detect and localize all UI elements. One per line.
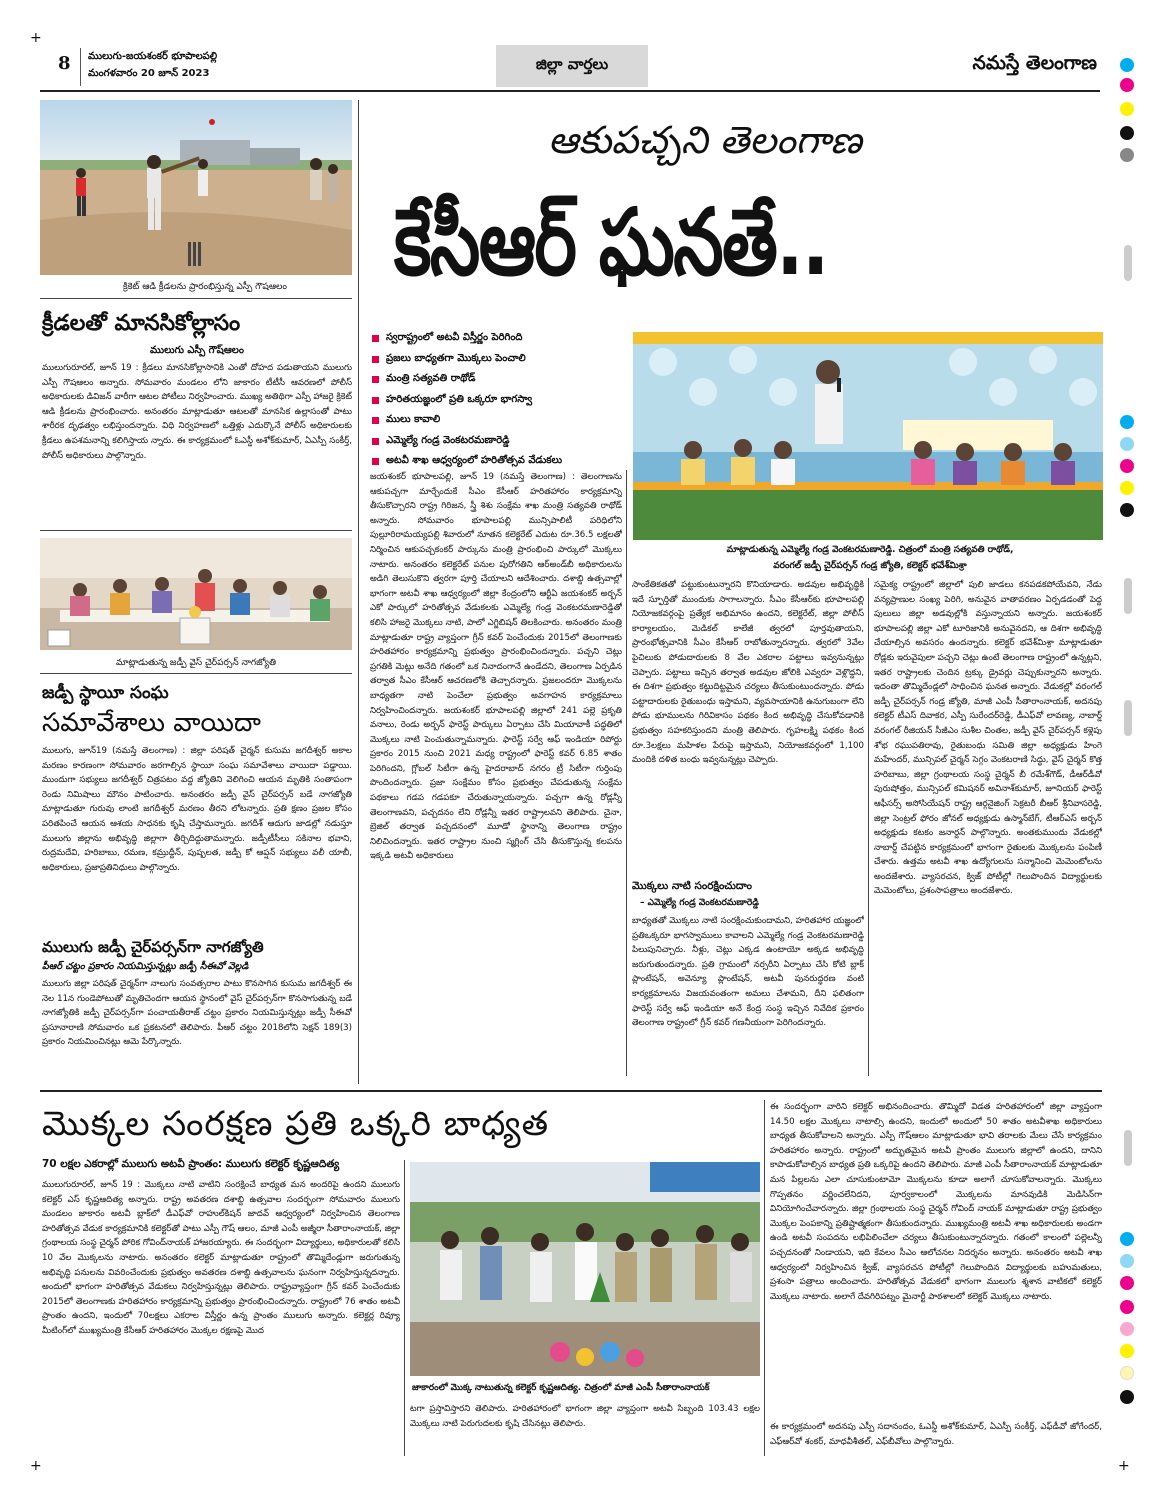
rule bbox=[40, 298, 352, 299]
crop-mark: + bbox=[30, 30, 42, 46]
column-rule bbox=[358, 100, 359, 1084]
bottom-event-photo bbox=[410, 1162, 760, 1376]
bottom-col2: టగా ప్రస్తావిస్తారని తెలిపారు. హరితహారంలో భాగంగా జిల్లా వ్యాప్తంగా అటవీ సిబ్బంది 103.43 లక్షల మొక్కలు నాటి పెరుగుదలకు కృషి చేసినట్లు తెలిపారు. bbox=[410, 1404, 760, 1429]
bottom-headline: మొక్కల సంరక్షణ ప్రతి ఒక్కరి బాధ్యత bbox=[42, 1104, 550, 1144]
main-col2a: సాంకేతికతతో పట్టుకుంటున్నారని కొనియాడారు. అడవుల అభివృద్ధికి ఇదే స్ఫూర్తితో ముందుకు సాగాలన్నారు. సీఎం కేసీఆర్‌కు భూపాలపల్లి నియోజకవర్గంపై ప్రత్యేక అభిమానం ఉందని, కలెక్టరేట్, జిల్లా పోలీస్ కార్యాలయం, మెడికల్ కాలేజీ త్వరలో పూర్తవుతాయని, ప్రారంభోత్సవానికి సీఎం కేసీఆర్ రాబోతున్నారన్నారు. త్వరలో 3వేల పైచిలుకు పోడుదారులకు 8 వేల ఎకరాల పట్టాలు ఇవ్వనున్నట్లు చెప్పారు. పట్టాలు ఇచ్చిన తర్వాత అడవుల జోలికి ఎవ్వరూ వెళ్లొద్దని, ఈ దిశగా ప్రభుత్వం కట్టుదిట్టమైన చర్యలు తీసుకుంటుందన్నారు. పోడు పట్టాదారులకు రైతుబంధు ఇస్తామని, వ్యవసాయానికి ఉనుగుబంగా లేని పోడు భూములను గిరివికాసం పథకం కింద అభివృద్ధి చేసుకోవడానికి ప్రభుత్వం సహకరిస్తుందని మంత్రి తెలిపారు. గృహలక్ష్మి పథకం కింద రూ.3లక్షలు మహిళల పేరుపై ఇస్తామని, నియోజకవర్గంలో 1,100 మందికి దళిత బంధు ఇవ్వనున్నట్లు చెప్పారు. bbox=[632, 580, 864, 766]
reg-dot-cyan bbox=[1120, 1232, 1134, 1246]
sports-body: ములుగురూరల్, జూన్ 19 : క్రీడలు మానసికోల్లాసానికి ఎంతో దోహద పడుతాయని ములుగు ఎస్పీ గౌషఆలం అన్నారు. సోమవారం మండలం లోని జాకారం టీటీసీ ఆవరణలో పోలీస్ అధికారులకు డివిజన్ వారీగా ఆటల పోటీలు నిర్వహించారు. ముఖ్య అతిథిగా ఎస్పీ హాజరై క్రికెట్ ఆడి క్రీడలను ప్రారంభించారు. అనంతరం మాట్లాడుతూ ఆటలతో మానసిక ఉల్లాసంతో పాటు శారీరక దృఢత్వం లభిస్తుందన్నారు. విధి నిర్వహణలో ఒత్తిళ్లు ఎదుర్కొనే పోలీస్ అధికారులకు క్రీడలు ఉపశమనాన్ని కలిగిస్తాయ న్నారు. ఈ కార్యక్రమంలో ఓఎస్డీ అశోక్‌కుమార్, ఏఎస్పీ సంకీర్త్, పోలీస్ అధికారులు పాల్గొన్నారు. bbox=[42, 363, 352, 461]
nagajyothi-headline: ములుగు జడ్పీ చైర్‌పర్సన్‌గా నాగజ్యోతి bbox=[42, 938, 264, 956]
column-rule bbox=[868, 578, 869, 1076]
zp-headline: సమావేశాలు వాయిదా bbox=[42, 708, 261, 738]
reg-bar-grey bbox=[1124, 578, 1132, 614]
reg-dot-cyan-light bbox=[1120, 437, 1134, 451]
section-title: జిల్లా వార్తలు bbox=[535, 55, 609, 73]
zp-meeting-photo bbox=[40, 538, 352, 650]
reg-dot-black bbox=[1120, 126, 1134, 140]
reg-dot-cyan bbox=[1120, 415, 1134, 429]
reg-bar-grey bbox=[1124, 1130, 1132, 1166]
bullet-item: అటవీ శాఖ ఆధ్వర్యంలో హరితోత్సవ వేడుకలు bbox=[372, 451, 622, 472]
reg-bar-grey bbox=[1124, 245, 1132, 281]
masthead: నమస్తే తెలంగాణ bbox=[972, 52, 1097, 74]
main-col1: జయశంకర్ భూపాలపల్లి, జూన్ 19 (నమస్తే తెలంగాణ) : తెలంగాణను ఆకుపచ్చగా మార్చేందుకే సీఎం కేసీఆర్ హరితహారం కార్యక్రమాన్ని తీసుకొచ్చారని రాష్ట్ర గిరిజన, స్త్రీ శిశు సంక్షేమ శాఖ మంత్రి సత్యవతి రాథోడ్ అన్నారు. సోమవారం భూపాలపల్లి మున్సిపాలిటీ పరిధిలోని పుల్లూరిరామయ్యపల్లి శివారులో నూతన కలెక్టరేట్ ఎదుట రూ.36.5 లక్షలతో నిర్మించిన ఆకుపచ్చకంకర్ పార్కును మంత్రి ప్రారంభించి పార్కులో మొక్కలు నాటారు. అనంతరం కలెక్టరేట్ పనుల పురోగతిని ఆర్‌అండ్‌బీ అధికారులను అడిగి తెలుసుకొని త్వరగా పూర్తి చేయాలని ఆదేశించారు. దశాబ్ది ఉత్సవాల్లో భాగంగా అటవీ శాఖ ఆధ్వర్యంలో జిల్లా కేంద్రంలోని ఆర్టీఏ జయశంకర్ అర్బన్ ఎకో పార్కులో హరితోత్సవ వేడుకలకు ఎమ్మెల్యే గండ్ర వెంకటరమణారెడ్డితో కలిసి హాజరై మొక్కలు నాటి, పాలో ఎగ్జిబిషన్ తిలకించారు. అనంతరం మంత్రి మాట్లాడుతూ రాష్ట్ర వ్యాప్తంగా గ్రీన్ కవర్ పెంచేందుకు 2015లో తెలంగాణకు హరితహారం కార్యక్రమాన్ని ప్రభుత్వం ప్రారంభించిందన్నారు. పచ్చని చెట్లు ప్రగతికి మెట్లు అనేది గతంలో ఒక నినాదంగానే ఉండేదని, తెలంగాణ ఏర్పడిన తర్వాత సీఎం కేసీఆర్ ఆచరణలోకి తెచ్చారన్నారు. ప్రజలందరూ మొక్కలను బాధ్యతగా నాటి పెంచేలా ప్రభుత్వం అవగాహన కార్యక్రమాలు నిర్వహించిందన్నారు. జయశంకర్ భూపాలపల్లి జిల్లాలో 241 పల్లె ప్రకృతి వనాలు, రెండు అర్బన్ ఫారెస్ట్ పార్కులు ఏర్పాటు చేసి మియావాకీ పద్ధతిలో మొక్కలు నాటి పెంచుతున్నామన్నారు. ఫారెస్ట్ సర్వే ఆఫ్ ఇండియా రిపోర్టు ప్రకారం 2015 నుంచి 2021 మధ్య రాష్ట్రంలో ఫారెస్ట్ కవర్ 6.85 శాతం పెరిగిందని, గ్లోబల్ సిటీగా ఉన్న హైదరాబాద్ నగరం ట్రీ సిటీగా గుర్తింపు పొందిందన్నారు. ప్రజా సంక్షేమం కోసం ప్రభుత్వం చేపడుతున్న సంక్షేమ పథకాలు గడప గడపకూ చేరుతున్నాయన్నారు. పచ్చగా ఉన్న రోడ్లన్నీ తెలంగాణవని, పచ్చదనం లేని రోడ్లన్నీ ఇతర రాష్ట్రాలవని తెలిపారు. చైనా, బ్రెజిల్ తర్వాత పచ్చదనంలో మూడో స్థానాన్ని తెలంగాణ రాష్ట్రం నిలిచిందన్నారు. ఇతర రాష్ట్రాల నుంచి స్మగ్లింగ్ చేసి తీసుకొస్తున్న కలపను ఇక్కడి అటవీ అధికారులు bbox=[370, 472, 622, 862]
main-kicker: ఆకుపచ్చని తెలంగాణ bbox=[548, 118, 862, 162]
main-col2-byline: – ఎమ్మెల్యే గండ్ర వెంకటరమణారెడ్డి bbox=[640, 898, 759, 908]
reg-dot-black bbox=[1120, 1390, 1134, 1404]
column-rule bbox=[404, 1160, 405, 1456]
main-col2-subhead: మొక్కలు నాటి సంరక్షించుదాం bbox=[632, 880, 753, 892]
main-col2b: బాధ్యతతో మొక్కలు నాటి సంరక్షించుకుందామని, హరితహార యజ్ఞంలో ప్రతిఒక్కరూ భాగస్వాములు కావాలని ఎమ్మెల్యే గండ్ర వెంకటరమణారెడ్డి పిలుపునిచ్చారు. నీళ్లు, చెట్లు ఎక్కడ ఉంటాయో అక్కడ అభివృద్ధి జరుగుతుందన్నారు. ప్రతి గ్రామంలో నర్సరీని ఏర్పాటు చేసి కోటి బ్లాక్ ప్లాంటేషన్, అవెన్యూ ప్లాంటేషన్, అటవీ పునరుద్ధరణ వంటి కార్యక్రమాలను విజయవంతంగా అమలు చేశామని, దీని ఫలితంగా ఫారెస్ట్ సర్వే ఆఫ్ ఇండియా అనే కేంద్ర సంస్థ ఇచ్చిన నివేదిక ప్రకారం తెలంగాణ రాష్ట్రంలో గ్రీన్ కవర్ గణనీయంగా పెరిగిందన్నారు. bbox=[632, 916, 864, 1029]
reg-dot-magenta bbox=[1120, 1300, 1134, 1314]
main-photo-caption-line1: మాట్లాడుతున్న ఎమ్మెల్యే గండ్ర వెంకటరమణారెడ్డి. చిత్రంలో మంత్రి సత్యవతి రాథోడ్, bbox=[726, 545, 1014, 555]
cricket-photo-illustration bbox=[40, 100, 352, 275]
reg-bar-grey bbox=[1124, 700, 1132, 736]
zp-meeting-caption: మాట్లాడుతున్న జడ్పీ వైస్ చైర్‌పర్సన్ నాగజ్యోతి bbox=[115, 658, 277, 668]
reg-dot-yellow bbox=[1120, 481, 1134, 495]
bottom-col3: ఈ సందర్భంగా వారిని కలెక్టర్ అభినందించారు. తొమ్మిదో విడత హరితహారంలో జిల్లా వ్యాప్తంగా 14.50 లక్షల మొక్కలు నాటాల్సి ఉందని, ఇందులో అందులో 50 శాతం అటవీశాఖ అధికారులు బాధ్యత తీసుకోవాలని అన్నారు. ఎస్పీ గౌష్‌ఆలం మాట్లాడుతూ భావి తరాలకు మేలు చేసే కార్యక్రమం హరితహారం అన్నారు. రాష్ట్రంలో అద్భుతమైన అటవీ ప్రాంతం ములుగు జిల్లాలో ఉందని, దానిని కాపాడుకోవాల్సిన బాధ్యత ప్రతి ఒక్కరిపై ఉందని తెలిపారు. మాజీ ఎంపీ సీతారాంనాయక్ మాట్లాడుతూ మన పిల్లలను ఎలా చూసుకుంటామో మొక్కలను కూడా అలాగే చూసుకోవాలన్నారు. మొక్కలు గొప్పతనం వర్ణించలేనిదని, పూర్వకాలంలో మొక్కలను మానవుడికి మెడిసిన్‌గా వినియోగించేవారన్నారు. జిల్లా గ్రంథాలయ సంస్థ చైర్మన్ గోవింద్ నాయక్ మాట్లాడుతూ రాష్ట్ర ప్రభుత్వం మొక్కల పెంపకాన్ని ప్రతిష్టాత్మకంగా తీసుకుందన్నారు. ముఖ్యమంత్రి అటవీ శాఖ అధికారులకు అండగా ఉండి అటవీ సంపదను లభిపిలించేలా చర్యలు తీసుకుంటున్నారన్నారు. గతంలో కాలంలో పల్లెలన్నీ పచ్చదనంతో నిండాయని, ఇది కేవలం సీఎం ఆలోచనల నిదర్శనం అన్నారు. అనంతరం అటవీ శాఖ ఆధ్వర్యంలో నిర్వహించిన క్విజ్, వ్యాసరచన పోటీల్లో గెలుపొందిన విద్యార్థులకు బహుమతులు, ప్రశంసా పత్రాలు అందించారు. హరితోత్సవ వేడుకలో భాగంగా ములుగు శ్మశాన వాటికలో కలెక్టర్ మొక్కలు నాటారు. అలాగే దేవగిరిపట్నం మైనార్టీ పాఠశాలలో కలెక్టర్ మొక్కలు నాటారు. bbox=[770, 1102, 1102, 1302]
zp-meeting-photo-illustration bbox=[40, 538, 352, 650]
cricket-photo bbox=[40, 100, 352, 275]
bottom-photo-caption: జాకారంలో మొక్క నాటుతున్న కలెక్టర్ కృష్ణఆదిత్య. చిత్రంలో మాజీ ఎంపీ సీతారాంనాయక్ bbox=[412, 1383, 710, 1393]
nagajyothi-body: ములుగు జిల్లా పరిషత్ చైర్మన్‌గా నాలుగు సంవత్సరాల పాటు కొనసాగిన కుసుమ జగదీశ్వర్ ఈ నెల 11న గుండెపోటుతో మృతిచెందగా ఆయన స్థానంలో వైస్ చైర్‌పర్సన్‌గా కొనసాగుతున్న బడే నాగజ్యోతికి జడ్పీ చైర్‌పర్సన్‌గా పంచాయతీరాజ్ చట్టం ప్రకారం నియమిస్తున్నట్లు జడ్పీ సీఈవో ప్రసూనారాణి సోమవారం ఒక ప్రకటనలో తెలిపారు. పీఆర్ చట్టం 2018లోని సెక్షన్ 189(3) ప్రకారం నియమించినట్లు ఆమె పేర్కొన్నారు. bbox=[42, 979, 352, 1048]
reg-dot-cream bbox=[1120, 1366, 1134, 1380]
bottom-col1: ములుగురూరల్, జూన్ 19 : మొక్కలు నాటి వాటిని సంరక్షించే బాధ్యత మన అందరిపై ఉందని ములుగు కలెక్టర్ ఎస్ కృష్ణఆదిత్య అన్నారు. రాష్ట్ర అవతరణ దశాబ్ది ఉత్సవాల సందర్భంగా సోమవారం ములుగు మండలం జాకారం అటవీ బ్లాక్‌లో డీఎఫ్‌వో రాహుల్‌కిషన్ జాదవ్ ఆధ్వర్యంలో నిర్వహించిన తెలంగాణ హరితోత్సవ వేడుక కార్యక్రమానికి కలెక్టర్‌తో పాటు ఎస్పీ గౌష్ ఆలం, మాజీ ఎంపీ అజ్మీరా సీతారాంనాయక్, జిల్లా గ్రంథాలయ సంస్థ చైర్మన్ పోరిక గోవింద్‌నాయక్ హాజరయ్యారు. ఈ సందర్భంగా విద్యార్థులు, అధికారులతో కలిసి 10 వేల మొక్కలను నాటారు. అనంతరం కలెక్టర్ మాట్లాడుతూ రాష్ట్రంలో తొమ్మిదేండ్లుగా జరుగుతున్న అభివృద్ధి పనులను వివరించేందుకు ప్రభుత్వం అవతరణ దశాబ్ది ఉత్సవాలను ఘనంగా నిర్వహిస్తున్నదన్నారు. అందులో భాగంగా హరితోత్సవ వేడుకలు నిర్వహిస్తున్నట్లు తెలిపారు. రాష్ట్రవ్యాప్తంగా గ్రీన్ కవర్ పెంచేందుకు 2015లో తెలంగాణకు హరితహారం కార్యక్రమాన్ని ప్రభుత్వం ప్రారంభించిందన్నారు. రాష్ట్రంలో 76 శాతం అటవీ ప్రాంతం ఉందని, ఇందులో 70లక్షలు ఎకరాల విస్తీర్ణం ఉన్న ప్రాంతం ములుగు అన్నారు. కలెక్టర్ల రివ్యూ మీటింగ్‌లో ముఖ్యమంత్రి కేసీఆర్ హరితహారం మొక్కల రక్షణపై మొద bbox=[42, 1180, 400, 1336]
main-photo-caption-line2: వరంగల్ జడ్పీ చైర్‌పర్సన్ గండ్ర జ్యోతి, కలెక్టర్ భవేశ్‌మిశ్రా bbox=[773, 561, 967, 571]
reg-dot-cyan-light bbox=[1120, 1254, 1134, 1268]
main-col3: సమైక్య రాష్ట్రంలో జిల్లాలో పులి జాడలు కనపడకపోయేవని, నేడు వన్యప్రాణుల సంఖ్య పెరిగి, అనువైన వాతావరణం ఏర్పడడంతో పెద్ద పులులు జిల్లా అడవుల్లోకి వస్తున్నాయని అన్నారు. జయశంకర్ భూపాలపల్లి జిల్లా ఎకో టూరిజానికి అనువైనదని, ఆ దిశగా అభివృద్ధి చేయాల్సిన అవసరం ఉందన్నారు. కలెక్టర్ భవేశ్‌మిశ్రా మాట్లాడుతూ రోడ్లకు ఇరువైపులా పచ్చని చెట్లు ఉంటే తెలంగాణ రాష్ట్రంలో ఉన్నట్లని, ఇతర రాష్ట్రాలకు చెందిన ట్రక్కు డ్రైవర్లు చెప్పుకున్నారని అన్నారు. ఇదంతా తొమ్మిదేండ్లలో సాధించిన ఘనత అన్నారు. వేడుకల్లో వరంగల్ జడ్పీ చైర్‌పర్సన్ గండ్ర జ్యోతి, మాజీ ఎంపీ సీతారాంనాయక్, అదనపు కలెక్టర్ టీఎస్ దివాకర, ఎస్పీ సురేందర్‌రెడ్డి, డీఎఫ్‌వో లావణ్య, నాబార్డ్ వరంగల్ రీజియన్ సీజీఎం సుశీల చింతల, జడ్పీ వైస్ చైర్‌పర్సన్ కళ్లెపు శోభ రఘుపతిరావు, రైతుబంధు సమితి జిల్లా అధ్యక్షుడు హింగె మహేందర్, మున్సిపల్ చైర్మన్ సెగ్గం వెంకటరాణి సిద్ధు, వైస్ చైర్మన్ కొత్త హరిబాబు, జిల్లా గ్రంథాలయ సంస్థ చైర్మన్ బీ రమేశ్‌గౌడ్, డీఆర్‌డీవో పురుషోత్తం, మున్సిపల్ కమిషనర్ అవినాశ్‌కుమార్, జూనియర్ ఫారెస్ట్ ఆఫీసర్స్ అసోసియేషన్ రాష్ట్ర ఆర్గనైజింగ్ సెక్రటరీ బీఆర్ శ్రీనివాసరెడ్డి, జిల్లా సెంట్రల్ ఫోరం జోనల్ అధ్యక్షుడు ఉస్మాన్‌బేగ్, టీఆర్ఎస్ అర్బన్ అధ్యక్షుడు కటకం జనార్దన్ పాల్గొన్నారు. అంతకుముందు వేడుకల్లో నాబార్డ్ చేపట్టిన కార్యక్రమంలో భాగంగా రైతులకు మొక్కలను పంపిణీ చేశారు. ఉత్తమ అటవీ శాఖ ఉద్యోగులను సన్మానించి మెమెంటోలను అందజేశారు. వ్యాసరచన, క్విజ్ పోటీల్లో గెలుపొందిన విద్యార్థులకు మెమెంటోలు, ప్రశంసాపత్రాలు అందజేశారు. bbox=[874, 580, 1102, 897]
header-rule bbox=[40, 90, 1100, 92]
section-rule bbox=[40, 1090, 1102, 1092]
rule bbox=[40, 530, 352, 531]
cricket-caption: క్రికెట్ ఆడి క్రీడలను ప్రారంభిస్తున్న ఎస్పీ గౌషఆలం bbox=[123, 282, 287, 292]
bullet-item: ఎమ్మెల్యే గండ్ర వెంకటరమణారెడ్డి bbox=[372, 431, 622, 452]
reg-dot-cyan bbox=[1120, 58, 1134, 72]
bullet-item: స్వరాష్ట్రంలో అటవీ విస్తీర్ణం పెరిగింది bbox=[372, 328, 622, 349]
sports-headline: క్రీడలతో మానసికోల్లాసం bbox=[42, 311, 241, 336]
reg-dot-pink bbox=[1120, 1322, 1134, 1336]
main-event-photo bbox=[633, 332, 1103, 540]
column-rule bbox=[626, 470, 627, 1076]
bullet-item: ములు కావాలి bbox=[372, 410, 622, 431]
district-name: ములుగు-జయశంకర్ భూపాలపల్లి bbox=[88, 51, 218, 62]
column-rule bbox=[764, 1100, 765, 1456]
reg-dot-black bbox=[1120, 503, 1134, 517]
reg-dot-magenta bbox=[1120, 78, 1134, 92]
zp-kicker: జడ్పీ స్థాయీ సంఘ bbox=[42, 683, 169, 703]
reg-dot-grey bbox=[1120, 148, 1134, 162]
bottom-event-photo-illustration bbox=[410, 1162, 760, 1376]
header-divider bbox=[80, 48, 81, 86]
issue-date: మంగళవారం 20 జూన్ 2023 bbox=[88, 68, 210, 79]
crop-mark: + bbox=[30, 1458, 42, 1474]
bottom-col3-end: ఈ కార్యక్రమంలో అదనపు ఎస్పీ సదానందం, ఓఎస్డీ అశోక్‌కుమార్, ఏఎస్పీ సంకీర్త్, ఎఫ్‌డీవో జోగేందర్, ఎఫ్‌ఆర్‌వో శంకర్, మాధవీశీతల్, ఎఫ్‌బీవోలు పాల్గొన్నారు. bbox=[770, 1422, 1102, 1447]
reg-dot-yellow bbox=[1120, 102, 1134, 116]
bullet-item: మంత్రి సత్యవతి రాథోడ్ bbox=[372, 369, 622, 390]
main-event-photo-illustration bbox=[633, 332, 1103, 540]
nagajyothi-subhead: పీఆర్ చట్టం ప్రకారం నియమిస్తున్నట్లు జడ్పీ సీఈవో వెల్లడి bbox=[42, 961, 249, 972]
zp-body: ములుగు, జూన్19 (నమస్తే తెలంగాణ) : జిల్లా పరిషత్ చైర్మన్ కుసుమ జగదీశ్వర్ అకాల మరణం కారణంగా సోమవారం జరగాల్సిన స్థాయీ సంఘ సమావేశాలు వాయిదా పడ్డాయి. ముందుగా సభ్యులు జగదీశ్వర్ చిత్రపటం వద్ద జ్యోతిని వెలిగించి ఆయన మృతికి సంతాపంగా రెండు నిమిషాలు మౌనం పాటించారు. అనంతరం జడ్పీ వైస్ చైర్‌పర్సన్ బడే నాగజ్యోతి మాట్లాడుతూ గురువు లాంటి జగదీశ్వర్ మరణం తీరని లోటన్నారు. ప్రతి క్షణం ప్రజల కోసం పరితపించే ఆయన ఆశయ సాధనకు కృషి చేస్తామన్నారు. జగదీశ్ ఆదుగు జాడల్లో నడుస్తూ ములుగు జిల్లాను అభివృద్ధి జిల్లాగా తీర్చిదిద్దుతామన్నారు. జడ్పీటీసీలు సకినాల భవాని, రుద్రమదేవి, హరిబాబు, రమణ, కమ్రుద్దీన్, పుష్పలత, జడ్పీ కో ఆప్షన్ సభ్యులు వలీ యాబీ, అధికారులు, ప్రజాప్రతినిధులు పాల్గొన్నారు. bbox=[42, 746, 352, 873]
page-number: 8 bbox=[58, 53, 71, 74]
section-bar bbox=[496, 45, 648, 87]
bottom-subhead: 70 లక్షల ఎకరాల్లో ములుగు అటవీ ప్రాంతం: ములుగు కలెక్టర్ కృష్ణఆదిత్య bbox=[42, 1158, 340, 1170]
sports-byline: ములుగు ఎస్పీ గౌష్ఆలం bbox=[150, 345, 244, 356]
main-bullets bbox=[372, 328, 622, 472]
main-headline: కేసీఆర్ ఘనతే.. bbox=[394, 189, 828, 296]
crop-mark: + bbox=[1118, 1458, 1130, 1474]
reg-dot-magenta bbox=[1120, 1276, 1134, 1290]
rule bbox=[40, 673, 352, 674]
reg-dot-yellow bbox=[1120, 1344, 1134, 1358]
bullet-item: హరితయజ్ఞంలో ప్రతి ఒక్కరూ భాగస్వా bbox=[372, 390, 622, 411]
bullet-item: ప్రజలు బాధ్యతగా మొక్కలు పెంచాలి bbox=[372, 349, 622, 370]
reg-dot-magenta bbox=[1120, 459, 1134, 473]
